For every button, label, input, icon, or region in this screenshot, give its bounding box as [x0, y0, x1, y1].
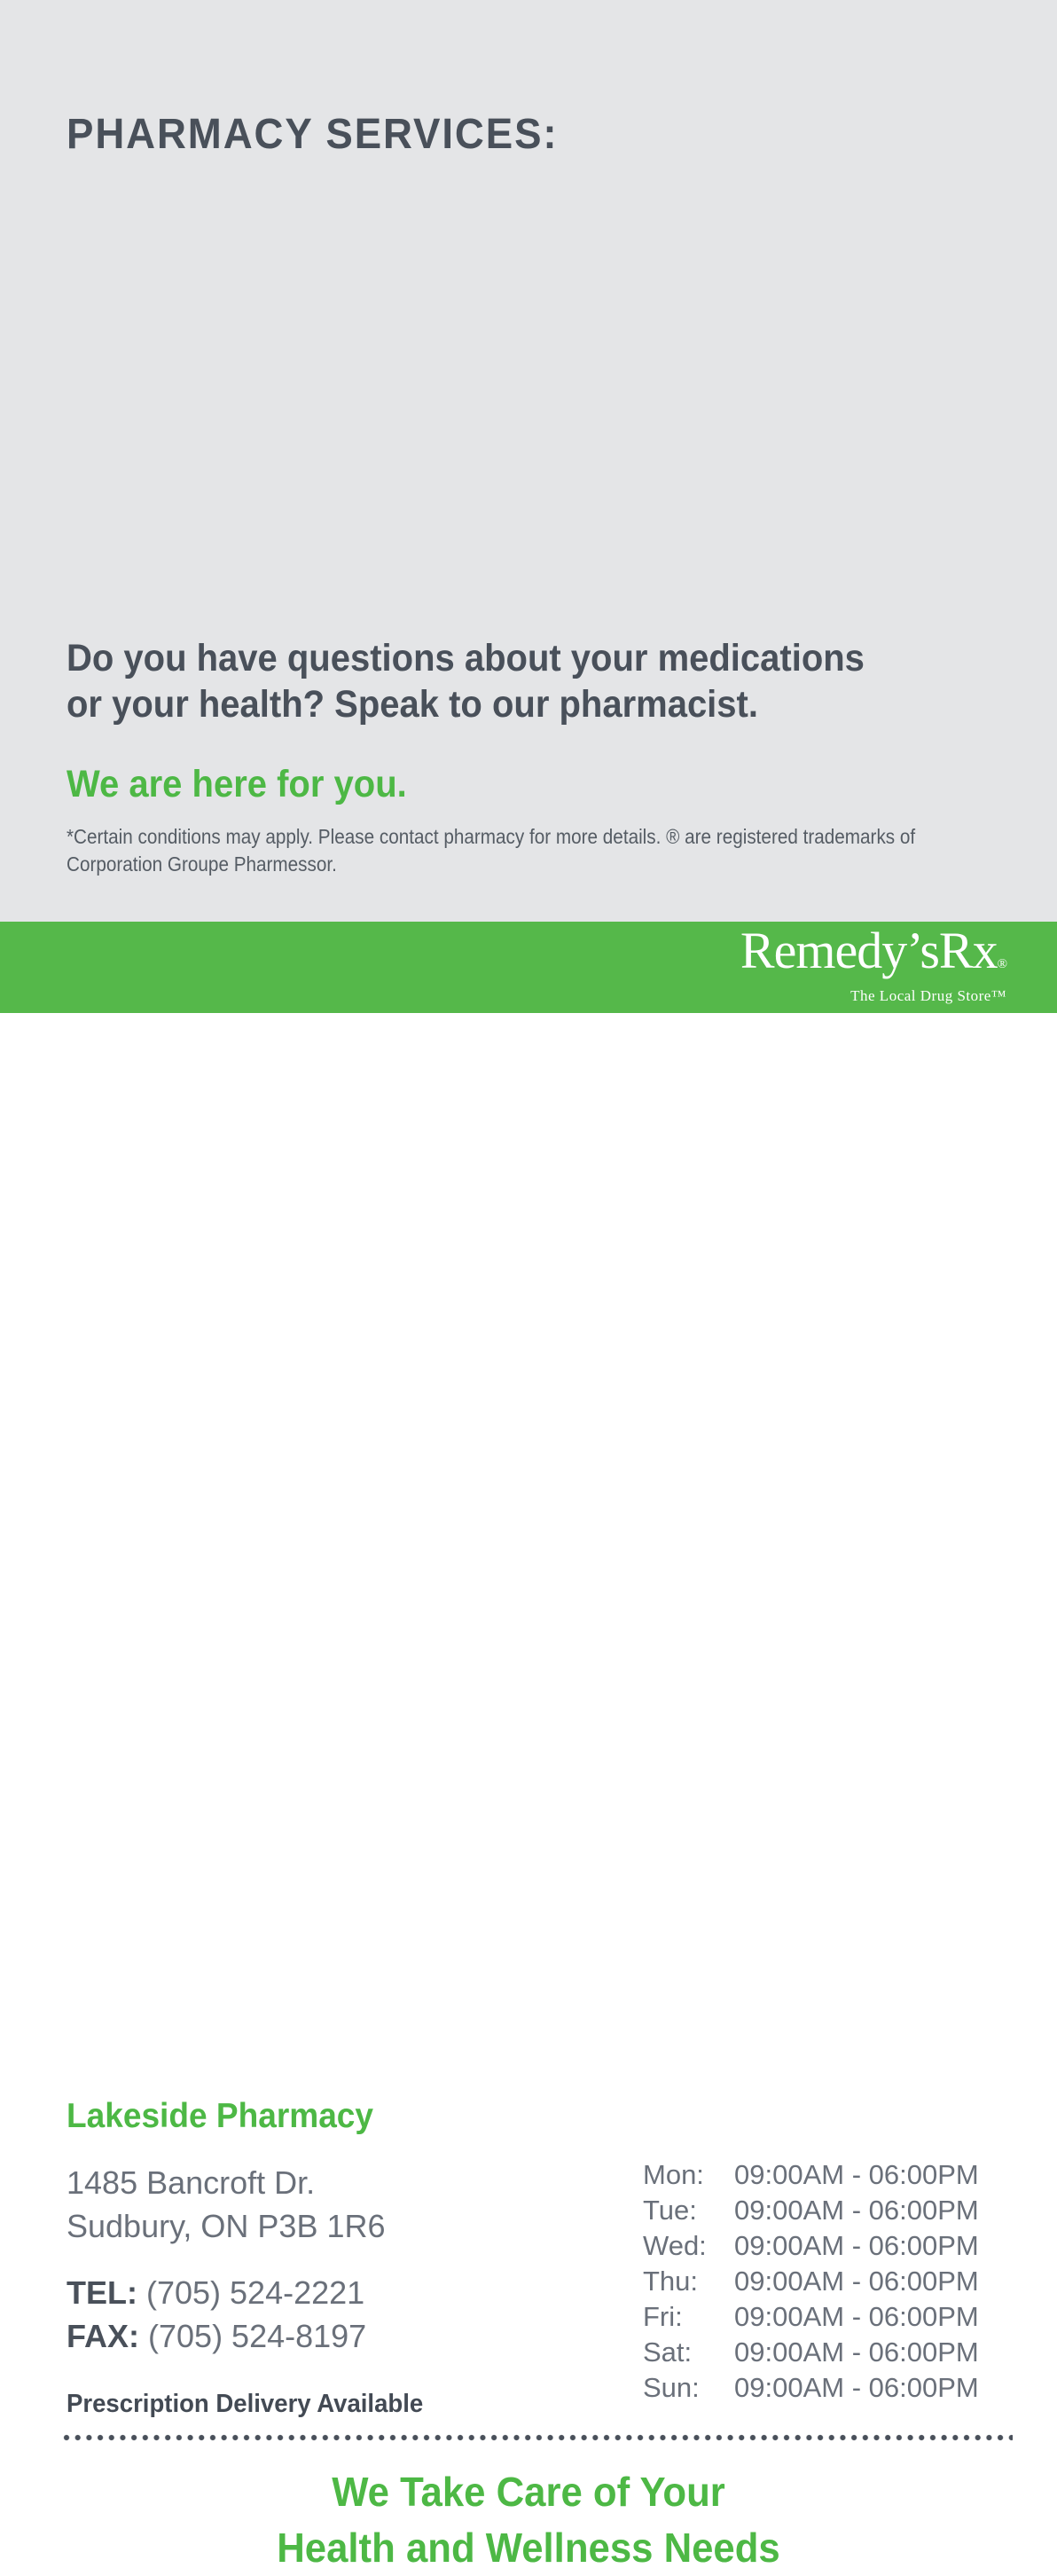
hours-time: 09:00AM - 06:00PM [734, 2301, 979, 2332]
store-name: Lakeside Pharmacy [67, 2097, 374, 2135]
services-section [0, 0, 1057, 922]
brand-banner [0, 922, 1057, 1013]
hours-day: Tue: [643, 2195, 697, 2226]
hours-day: Mon: [643, 2159, 704, 2190]
text-line: Health and Wellness Needs [277, 2525, 780, 2571]
registered-mark: ® [997, 957, 1006, 971]
hours-row [643, 2228, 979, 2264]
phone-number: (705) 524-2221 [145, 2274, 365, 2311]
fax-number: (705) 524-8197 [148, 2318, 367, 2354]
hours-day: Thu: [643, 2266, 699, 2297]
hours-row [643, 2370, 979, 2406]
logo-text: Remedy’sRx [740, 922, 998, 979]
fax-line [67, 2314, 366, 2358]
dotted-divider [62, 2433, 1013, 2443]
phone-label: TEL: [67, 2274, 137, 2311]
hours-time: 09:00AM - 06:00PM [734, 2230, 979, 2261]
text-line: *Certain conditions may apply. Please contact pharmacy for more details. ® are registered trademarks of [67, 825, 916, 848]
hours-time: 09:00AM - 06:00PM [734, 2266, 979, 2297]
hours-row [643, 2264, 979, 2299]
text-line: or your health? Speak to our pharmacist. [67, 683, 758, 726]
hours-day: Fri: [643, 2301, 683, 2332]
store-info-section [0, 1013, 1057, 2571]
phone-block [67, 2271, 366, 2358]
hours-day: Sat: [643, 2336, 693, 2368]
remedysrx-logo [740, 922, 1006, 1004]
store-address [67, 2161, 386, 2248]
hours-time: 09:00AM - 06:00PM [734, 2195, 979, 2226]
hours-row [643, 2193, 979, 2228]
hours-day: Sun: [643, 2372, 700, 2403]
logo-wordmark [740, 922, 1006, 990]
hours-time: 09:00AM - 06:00PM [734, 2159, 979, 2190]
phone-line [67, 2271, 366, 2314]
hours-row [643, 2335, 979, 2370]
text-line: Sudbury, ON P3B 1R6 [67, 2208, 386, 2244]
text-line: We Take Care of Your [332, 2469, 725, 2515]
logo-tagline: The Local Drug Store™ [850, 987, 1006, 1004]
disclaimer-text [67, 823, 1024, 878]
page-title: PHARMACY SERVICES: [67, 111, 559, 158]
hours-time: 09:00AM - 06:00PM [734, 2336, 979, 2368]
question-heading [67, 635, 974, 727]
footer-tagline [27, 2464, 1030, 2576]
fax-label: FAX: [67, 2318, 140, 2354]
text-line: Do you have questions about your medications [67, 637, 865, 679]
here-for-you-heading: We are here for you. [67, 763, 407, 805]
hours-row [643, 2299, 979, 2335]
delivery-note: Prescription Delivery Available [67, 2390, 424, 2418]
text-line: Corporation Groupe Pharmessor. [67, 852, 337, 876]
text-line: 1485 Bancroft Dr. [67, 2164, 316, 2201]
store-hours [643, 2157, 979, 2406]
hours-row [643, 2157, 979, 2193]
hours-time: 09:00AM - 06:00PM [734, 2372, 979, 2403]
hours-day: Wed: [643, 2230, 707, 2261]
